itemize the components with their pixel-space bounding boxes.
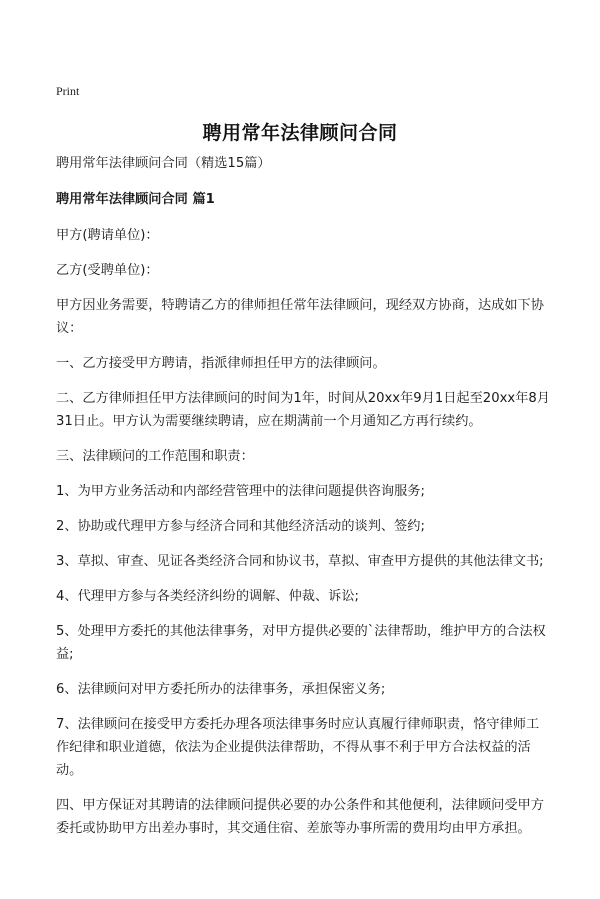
duty-item-2: 2、协助或代理甲方参与经济合同和其他经济活动的谈判、签约; xyxy=(56,519,425,534)
section-heading: 聘用常年法律顾问合同 篇1 xyxy=(56,192,215,207)
document-title: 聘用常年法律顾问合同 xyxy=(202,122,398,144)
duty-item-4: 4、代理甲方参与各类经济纠纷的调解、仲裁、诉讼; xyxy=(56,589,359,604)
party-b-line: 乙方(受聘单位)： xyxy=(56,263,159,278)
clause-2: 二、乙方律师担任甲方法律顾问的时间为1年，时间从20xx年9月1日起至20xx年8月31日止。甲方认为需要继续聘请，应在期满前一个月通知乙方再行续约。 xyxy=(56,391,550,429)
document-subtitle: 聘用常年法律顾问合同（精选15篇） xyxy=(56,156,271,171)
clause-4: 四、甲方保证对其聘请的法律顾问提供必要的办公条件和其他便利，法律顾问受甲方委托或协助甲方出差办事时，其交通住宿、差旅等办事所需的费用均由甲方承担。 xyxy=(56,798,544,836)
clause-3: 三、法律顾问的工作范围和职责： xyxy=(56,449,254,464)
print-label[interactable]: Print xyxy=(56,84,80,98)
document-body xyxy=(56,152,550,852)
duty-item-7: 7、法律顾问在接受甲方委托办理各项法律事务时应认真履行律师职责，恪守律师工作纪律和职业道德，依法为企业提供法律帮助，不得从事不利于甲方合法权益的活动。 xyxy=(56,717,540,778)
clause-1: 一、乙方接受甲方聘请，指派律师担任甲方的法律顾问。 xyxy=(56,356,386,371)
duty-item-6: 6、法律顾问对甲方委托所办的法律事务，承担保密义务; xyxy=(56,682,386,697)
party-a-line: 甲方(聘请单位)： xyxy=(56,228,159,243)
duty-item-1: 1、为甲方业务活动和内部经营管理中的法律问题提供咨询服务; xyxy=(56,484,425,499)
duty-item-5: 5、处理甲方委托的其他法律事务，对甲方提供必要的`法律帮助，维护甲方的合法权益; xyxy=(56,624,546,662)
duty-item-3: 3、草拟、审查、见证各类经济合同和协议书，草拟、审查甲方提供的其他法律文书; xyxy=(56,554,544,569)
intro-paragraph: 甲方因业务需要，特聘请乙方的律师担任常年法律顾问，现经双方协商，达成如下协议： xyxy=(56,298,544,336)
